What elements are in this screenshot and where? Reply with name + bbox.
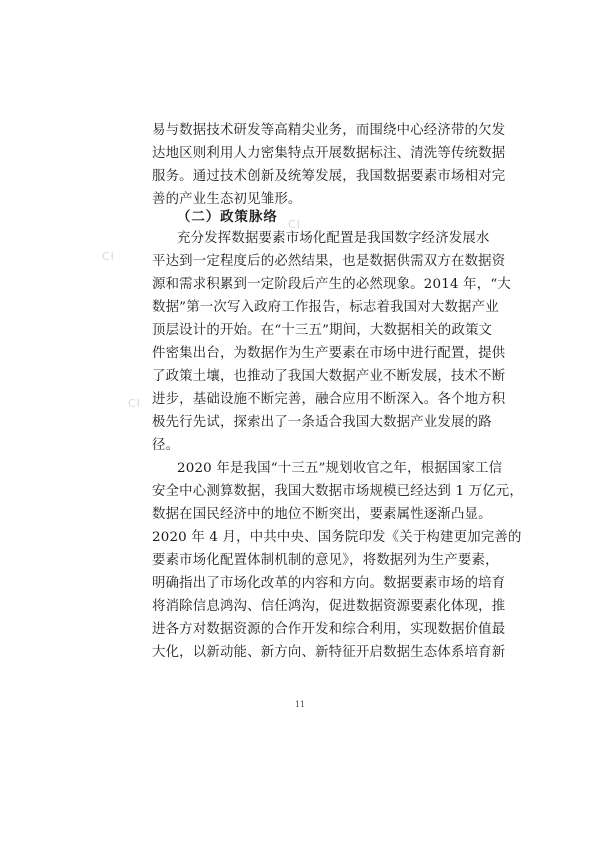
paragraph-line: 大化，以新动能、新方向、新特征开启数据生态体系培育新 <box>152 645 506 660</box>
watermark: CI <box>128 397 141 410</box>
paragraph-line: 了政策土壤，也推动了我国大数据产业不断发展，技术不断 <box>152 369 506 384</box>
paragraph-line: 件密集出台，为数据作为生产要素在市场中进行配置，提供 <box>152 346 506 361</box>
paragraph-line: 进步，基础设施不断完善，融合应用不断深入。各个地方积 <box>152 392 506 407</box>
paragraph-line: 充分发挥数据要素市场化配置是我国数字经济发展水 <box>177 231 490 246</box>
paragraph-line: 2020 年是我国“十三五”规划收官之年，根据国家工信 <box>177 461 503 476</box>
watermark: CI <box>288 218 301 231</box>
paragraph-line: 易与数据技术研发等高精尖业务，而围绕中心经济带的欠发 <box>152 123 506 138</box>
paragraph-line: 数据在国民经济中的地位不断突出，要素属性逐渐凸显。 <box>152 507 492 522</box>
paragraph-line: 极先行先试，探索出了一条适合我国大数据产业发展的路 <box>152 415 492 430</box>
page-number: 11 <box>294 700 306 709</box>
paragraph-line: 顶层设计的开始。在“十三五”期间，大数据相关的政策文 <box>152 323 493 338</box>
paragraph-line: 进各方对数据资源的合作开发和综合利用，实现数据价值最 <box>152 622 506 637</box>
watermark: CI <box>102 250 115 263</box>
paragraph-line: 善的产业生态初见雏形。 <box>152 192 302 207</box>
paragraph-line: 源和需求积累到一定阶段后产生的必然现象。2014 年，“大 <box>152 277 511 292</box>
section-heading: （二）政策脉络 <box>177 209 278 225</box>
paragraph-line: 服务。通过技术创新及统筹发展，我国数据要素市场相对完 <box>152 169 506 184</box>
paragraph-line: 达地区则利用人力密集特点开展数据标注、清洗等传统数据 <box>152 146 506 161</box>
paragraph-line: 2020 年 4 月，中共中央、国务院印发《关于构建更加完善的 <box>152 530 522 545</box>
paragraph-line: 安全中心测算数据，我国大数据市场规模已经达到 1 万亿元， <box>152 484 523 499</box>
paragraph-line: 数据”第一次写入政府工作报告，标志着我国对大数据产业 <box>152 300 499 315</box>
paragraph-line: 将消除信息鸿沟、信任鸿沟，促进数据资源要素化体现，推 <box>152 599 506 614</box>
paragraph-line: 要素市场化配置体制机制的意见》，将数据列为生产要素， <box>152 553 499 568</box>
paragraph-line: 径。 <box>152 438 180 453</box>
paragraph-line: 明确指出了市场化改革的内容和方向。数据要素市场的培育 <box>152 576 506 591</box>
paragraph-line: 平达到一定程度后的必然结果，也是数据供需双方在数据资 <box>152 254 506 269</box>
